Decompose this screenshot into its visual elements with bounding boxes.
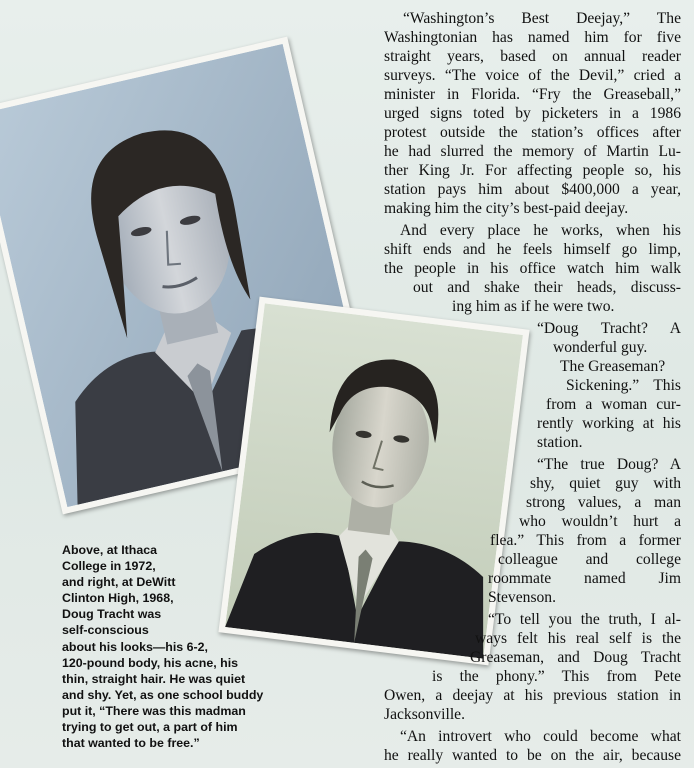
article-line: ways felt his real self is the (475, 630, 681, 647)
article-line: straight years, based on annual reader (384, 48, 681, 65)
article-line: station. (537, 434, 583, 451)
article-line: urged signs toted by picketers in a 1986 (384, 105, 681, 122)
photo-caption (62, 542, 307, 751)
article-line: And every place he works, when his (400, 222, 681, 239)
article-line: minister in Florida. “Fry the Greaseball,” (384, 86, 681, 103)
article-line: ther King Jr. For affecting people so, his (384, 162, 681, 179)
article-line: Washingtonian has named him for five (384, 29, 681, 46)
article-line: the people in his office watch him walk (384, 260, 681, 277)
article-line: shift ends and he feels himself go limp, (384, 241, 681, 258)
caption-line: and shy. Yet, as one school buddy (62, 687, 264, 702)
caption-line: Doug Tracht was (62, 607, 162, 622)
article-line: rently working at his (537, 415, 681, 432)
article-line: “An introvert who could become what (400, 728, 681, 745)
article-line: The Greaseman? (560, 358, 666, 375)
article-line: protest outside the station’s offices after (384, 124, 681, 141)
article-line: Stevenson. (488, 589, 557, 606)
caption-line: self-conscious (62, 623, 149, 638)
article-line: from a woman cur- (546, 396, 681, 413)
caption-line: about his looks—his 6-2, (62, 639, 208, 654)
caption-line: College in 1972, (62, 559, 156, 574)
caption-line: put it, “There was this madman (62, 703, 246, 718)
article-line: wonderful guy. (553, 339, 648, 356)
caption-line: thin, straight hair. He was quiet (62, 671, 246, 686)
article-line: shy, quiet guy with (530, 475, 681, 492)
article-line: ing him as if he were two. (452, 298, 615, 315)
article-line: station pays him about $400,000 a year, (384, 181, 681, 198)
article-line: who wouldn’t hurt a (519, 513, 681, 530)
article-line: Owen, a deejay at his previous station in (384, 687, 681, 704)
article-line: flea.” This from a former (490, 532, 681, 549)
article-line: Greaseman, and Doug Tracht (470, 649, 681, 666)
caption-line: Clinton High, 1968, (62, 591, 174, 606)
caption-line: that wanted to be free.” (62, 736, 200, 751)
caption-line: and right, at DeWitt (62, 575, 176, 590)
article-line: colleague and college (498, 551, 681, 568)
article-line: is the phony.” This from Pete (432, 668, 681, 685)
article-line: he had slurred the memory of Martin Lu- (384, 143, 681, 160)
article-line: Sickening.” This (566, 377, 681, 394)
article-line: “Washington’s Best Deejay,” The (403, 10, 681, 27)
article-line: surveys. “The voice of the Devil,” cried a (384, 67, 681, 84)
article-line: “The true Doug? A (537, 456, 681, 473)
article-line: he really wanted to be on the air, because (384, 747, 681, 764)
caption-line: 120-pound body, his acne, his (62, 655, 239, 670)
caption-line: Above, at Ithaca (62, 543, 158, 557)
article-line: out and shake their heads, discuss- (413, 279, 681, 296)
article-line: making him the city’s best-paid deejay. (384, 200, 629, 217)
article-line: strong values, a man (526, 494, 681, 511)
article-line: “To tell you the truth, I al- (488, 611, 681, 628)
article-line: Jacksonville. (384, 706, 465, 723)
article-line: roommate named Jim (488, 570, 681, 587)
article-line: “Doug Tracht? A (537, 320, 681, 337)
caption-line: trying to get out, a part of him (62, 720, 238, 735)
